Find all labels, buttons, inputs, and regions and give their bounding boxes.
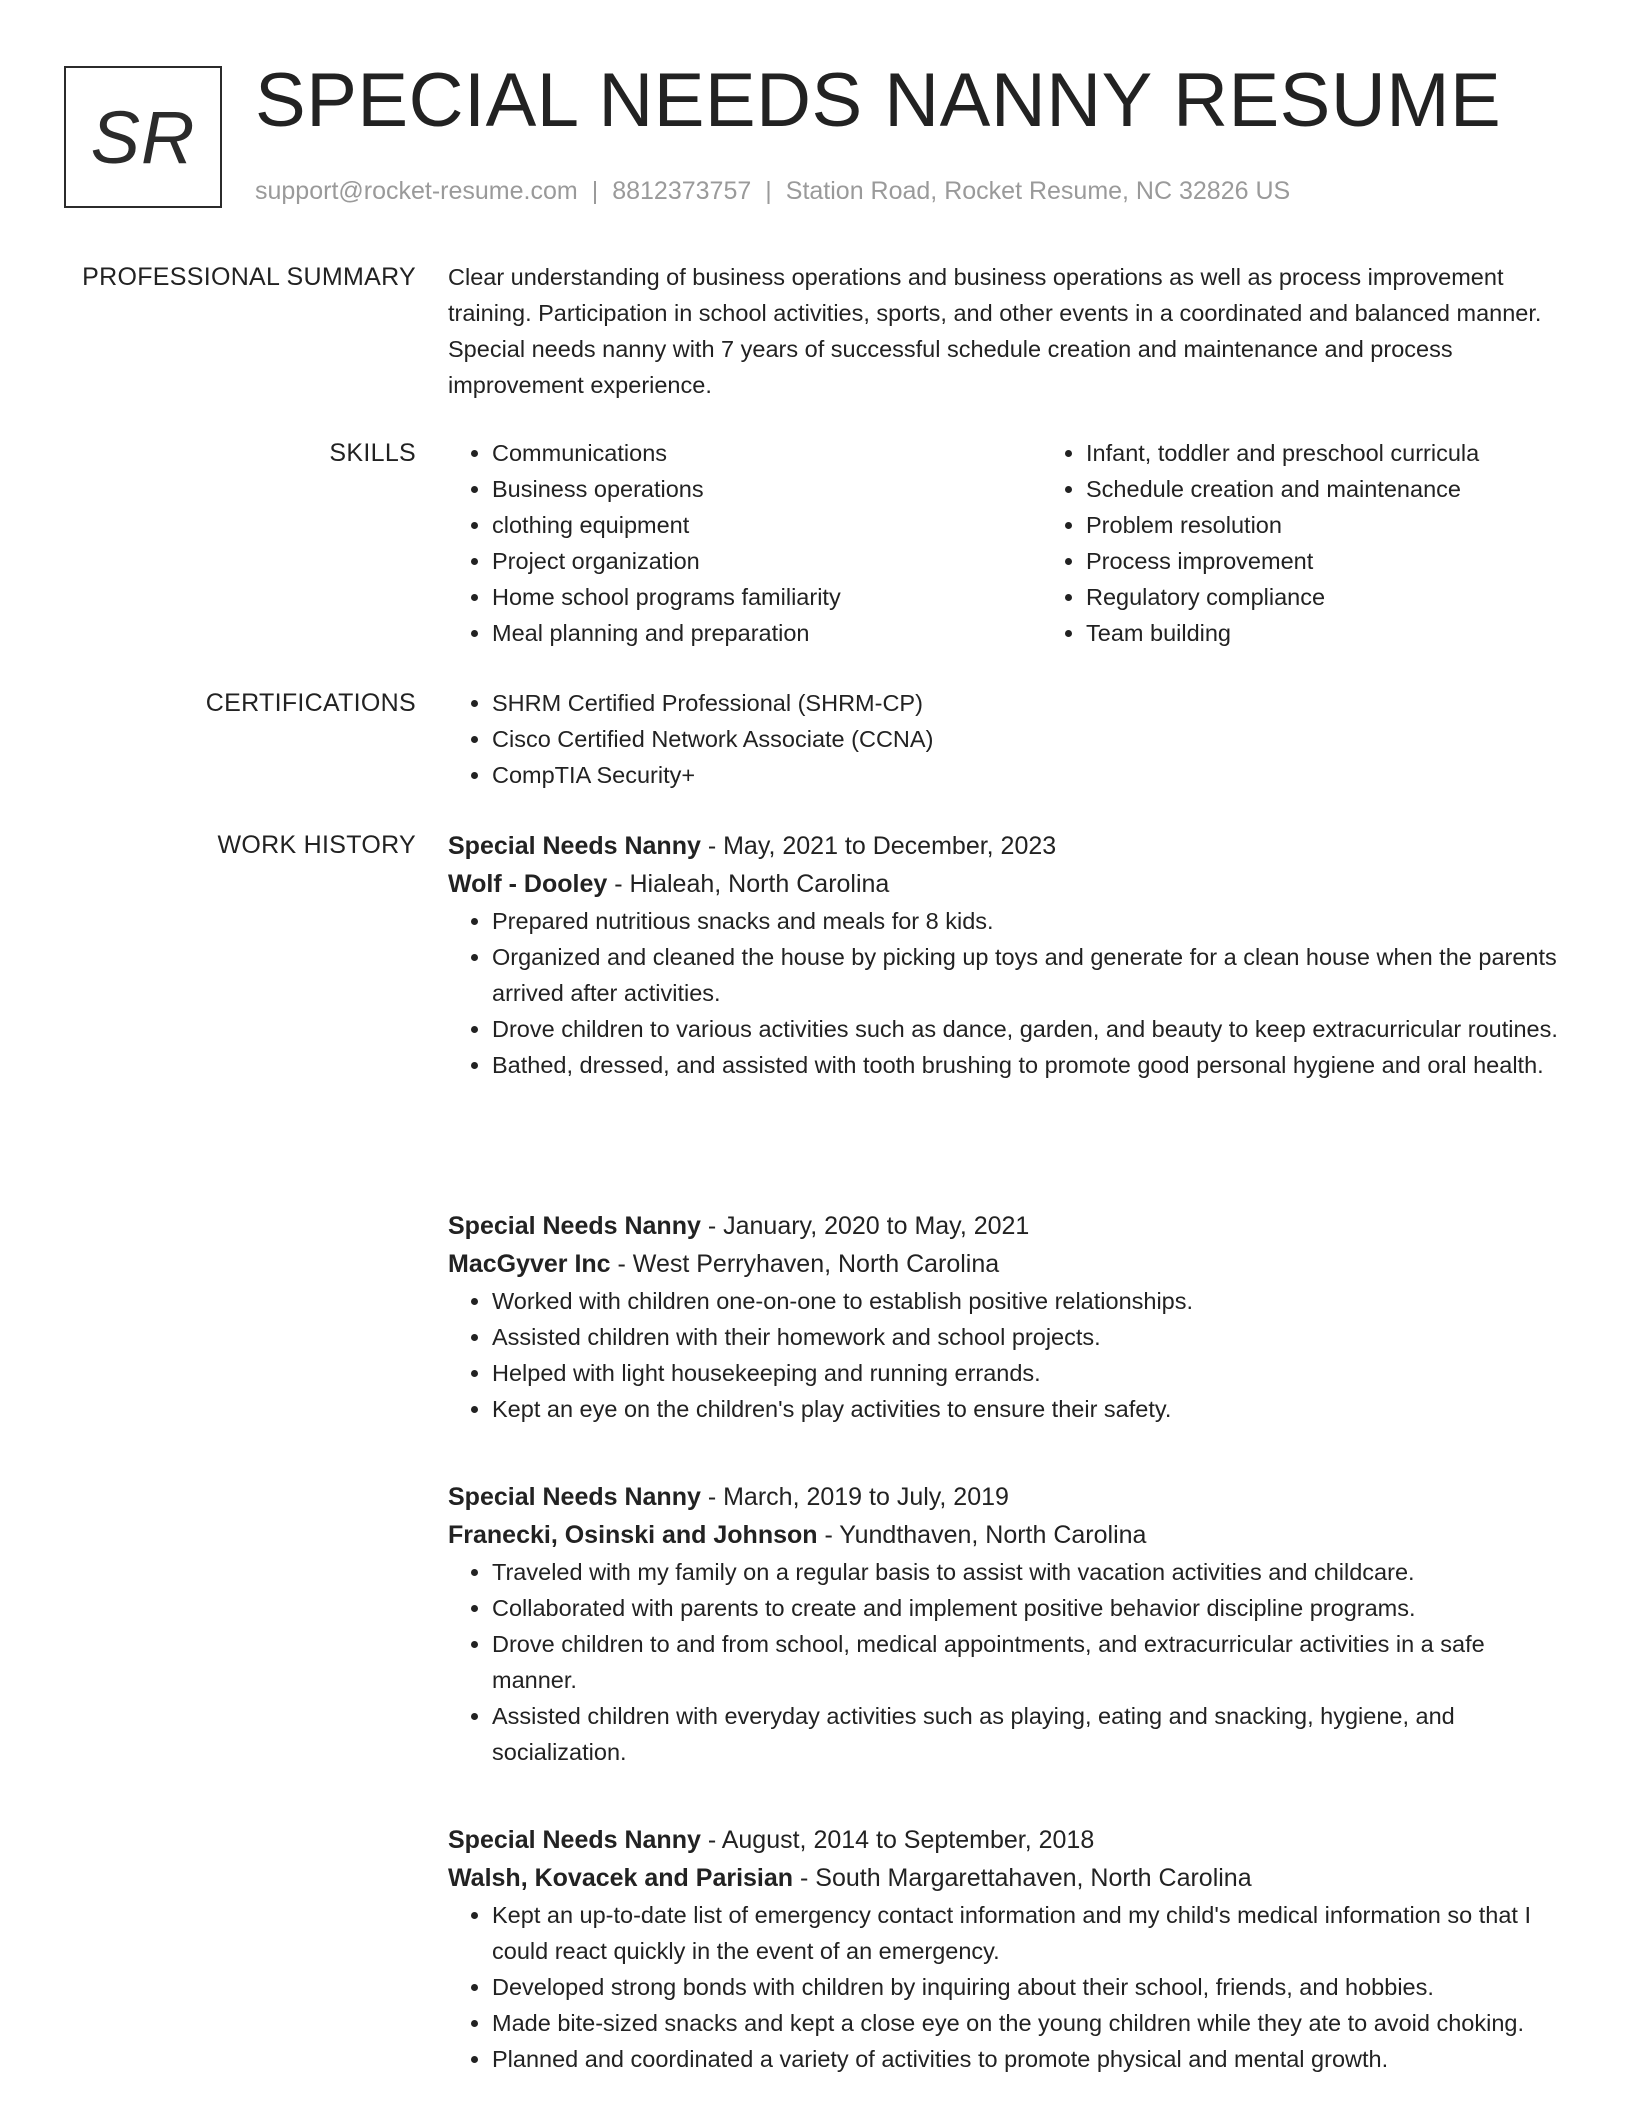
job-title: Special Needs Nanny [448, 1212, 701, 1240]
job-company-line [448, 1516, 1570, 1554]
certification-item: • CompTIA Security+ [492, 757, 1570, 793]
job-location: - West Perryhaven, North Carolina [610, 1250, 1000, 1278]
job-bullet: • Prepared nutritious snacks and meals for 8 kids. [492, 903, 1570, 939]
job-bullet: • Kept an eye on the children's play activities to ensure their safety. [492, 1391, 1570, 1427]
job-bullets [448, 1554, 1570, 1770]
contact-email[interactable]: support@rocket-resume.com [255, 177, 578, 205]
initials-monogram: SR [64, 66, 222, 208]
certification-item: • SHRM Certified Professional (SHRM-CP) [492, 685, 1570, 721]
skill-item: • Regulatory compliance [1086, 579, 1632, 615]
job-bullet: • Drove children to various activities such as dance, garden, and beauty to keep extracurricular routines. [492, 1011, 1570, 1047]
job-title: Special Needs Nanny [448, 832, 701, 860]
certifications-list [448, 685, 1570, 793]
job-bullet: • Bathed, dressed, and assisted with tooth brushing to promote good personal hygiene and oral health. [492, 1047, 1570, 1083]
job-title: Special Needs Nanny [448, 1826, 701, 1854]
job-title-line [448, 1821, 1570, 1859]
job-company: Walsh, Kovacek and Parisian [448, 1864, 794, 1892]
resume-title: SPECIAL NEEDS NANNY RESUME [255, 58, 1502, 143]
skill-item: • clothing equipment [492, 507, 1042, 543]
job-entry [448, 1207, 1570, 1427]
job-company: Wolf - Dooley [448, 870, 608, 898]
job-bullet: • Kept an up-to-date list of emergency contact information and my child's medical information so that I could react quickly in the event of an emergency. [492, 1897, 1570, 1969]
job-bullet: • Collaborated with parents to create and implement positive behavior discipline programs. [492, 1590, 1570, 1626]
job-bullet: • Helped with light housekeeping and running errands. [492, 1355, 1570, 1391]
job-dates: - March, 2019 to July, 2019 [700, 1483, 1009, 1511]
skill-item: • Problem resolution [1086, 507, 1632, 543]
contact-line [255, 174, 1290, 208]
job-bullet: • Drove children to and from school, medical appointments, and extracurricular activities in a safe manner. [492, 1626, 1570, 1698]
skills-list-left [448, 435, 1042, 651]
skill-item: • Business operations [492, 471, 1042, 507]
job-title-line [448, 827, 1570, 865]
job-company-line [448, 1859, 1570, 1897]
contact-phone[interactable]: 8812373757 [612, 177, 752, 205]
work-history-body [448, 827, 1570, 2112]
contact-separator: | [591, 177, 599, 205]
section-heading-work-history: WORK HISTORY [217, 831, 416, 859]
job-entry [448, 1478, 1570, 1770]
summary-body [448, 259, 1570, 403]
job-bullet: • Planned and coordinated a variety of activities to promote physical and mental growth. [492, 2041, 1570, 2077]
job-bullet: • Traveled with my family on a regular basis to assist with vacation activities and childcare. [492, 1554, 1570, 1590]
job-bullets [448, 1897, 1570, 2077]
certifications-body [448, 685, 1570, 793]
job-location: - South Margarettahaven, North Carolina [793, 1864, 1252, 1892]
skill-item: • Process improvement [1086, 543, 1632, 579]
job-location: - Hialeah, North Carolina [607, 870, 890, 898]
job-title-line [448, 1478, 1570, 1516]
job-entry [448, 827, 1570, 1083]
job-location: - Yundthaven, North Carolina [817, 1521, 1147, 1549]
job-dates: - May, 2021 to December, 2023 [700, 832, 1057, 860]
skill-item: • Meal planning and preparation [492, 615, 1042, 651]
section-heading-skills: SKILLS [329, 439, 416, 467]
job-bullets [448, 1283, 1570, 1427]
section-heading-certifications: CERTIFICATIONS [205, 689, 416, 717]
contact-separator: | [765, 177, 772, 205]
job-company: MacGyver Inc [448, 1250, 611, 1278]
job-bullet: • Worked with children one-on-one to establish positive relationships. [492, 1283, 1570, 1319]
skill-item: • Project organization [492, 543, 1042, 579]
job-bullet: • Assisted children with their homework and school projects. [492, 1319, 1570, 1355]
job-title-line [448, 1207, 1570, 1245]
job-bullet: • Organized and cleaned the house by picking up toys and generate for a clean house when the parents arrived after activities. [492, 939, 1570, 1011]
contact-address: Station Road, Rocket Resume, NC 32826 US [785, 177, 1291, 205]
skill-item: • Schedule creation and maintenance [1086, 471, 1632, 507]
skill-item: • Communications [492, 435, 1042, 471]
job-title: Special Needs Nanny [448, 1483, 701, 1511]
summary-text: Clear understanding of business operations and business operations as well as process improvement training. Participation in school activities, sports, and other events in a coordinated and balanced manner. Special needs nanny with 7 years of successful schedule creation and maintenance and process improvement experience. [448, 264, 1542, 398]
job-dates: - August, 2014 to September, 2018 [700, 1826, 1095, 1854]
skill-item: • Infant, toddler and preschool curricula [1086, 435, 1632, 471]
job-bullet: • Made bite-sized snacks and kept a close eye on the young children while they ate to avoid choking. [492, 2005, 1570, 2041]
skill-item: • Home school programs familiarity [492, 579, 1042, 615]
job-company: Franecki, Osinski and Johnson [448, 1521, 818, 1549]
job-company-line [448, 1245, 1570, 1283]
certification-item: • Cisco Certified Network Associate (CCNA) [492, 721, 1570, 757]
job-bullet: • Developed strong bonds with children by inquiring about their school, friends, and hobbies. [492, 1969, 1570, 2005]
job-bullets [448, 903, 1570, 1083]
job-bullet: • Assisted children with everyday activities such as playing, eating and snacking, hygiene, and socialization. [492, 1698, 1570, 1770]
skills-body [448, 435, 1570, 651]
skill-item: • Team building [1086, 615, 1632, 651]
job-entry [448, 1821, 1570, 2077]
section-heading-summary: PROFESSIONAL SUMMARY [82, 263, 416, 291]
skills-list-right [1042, 435, 1632, 651]
job-dates: - January, 2020 to May, 2021 [700, 1212, 1030, 1240]
job-company-line [448, 865, 1570, 903]
